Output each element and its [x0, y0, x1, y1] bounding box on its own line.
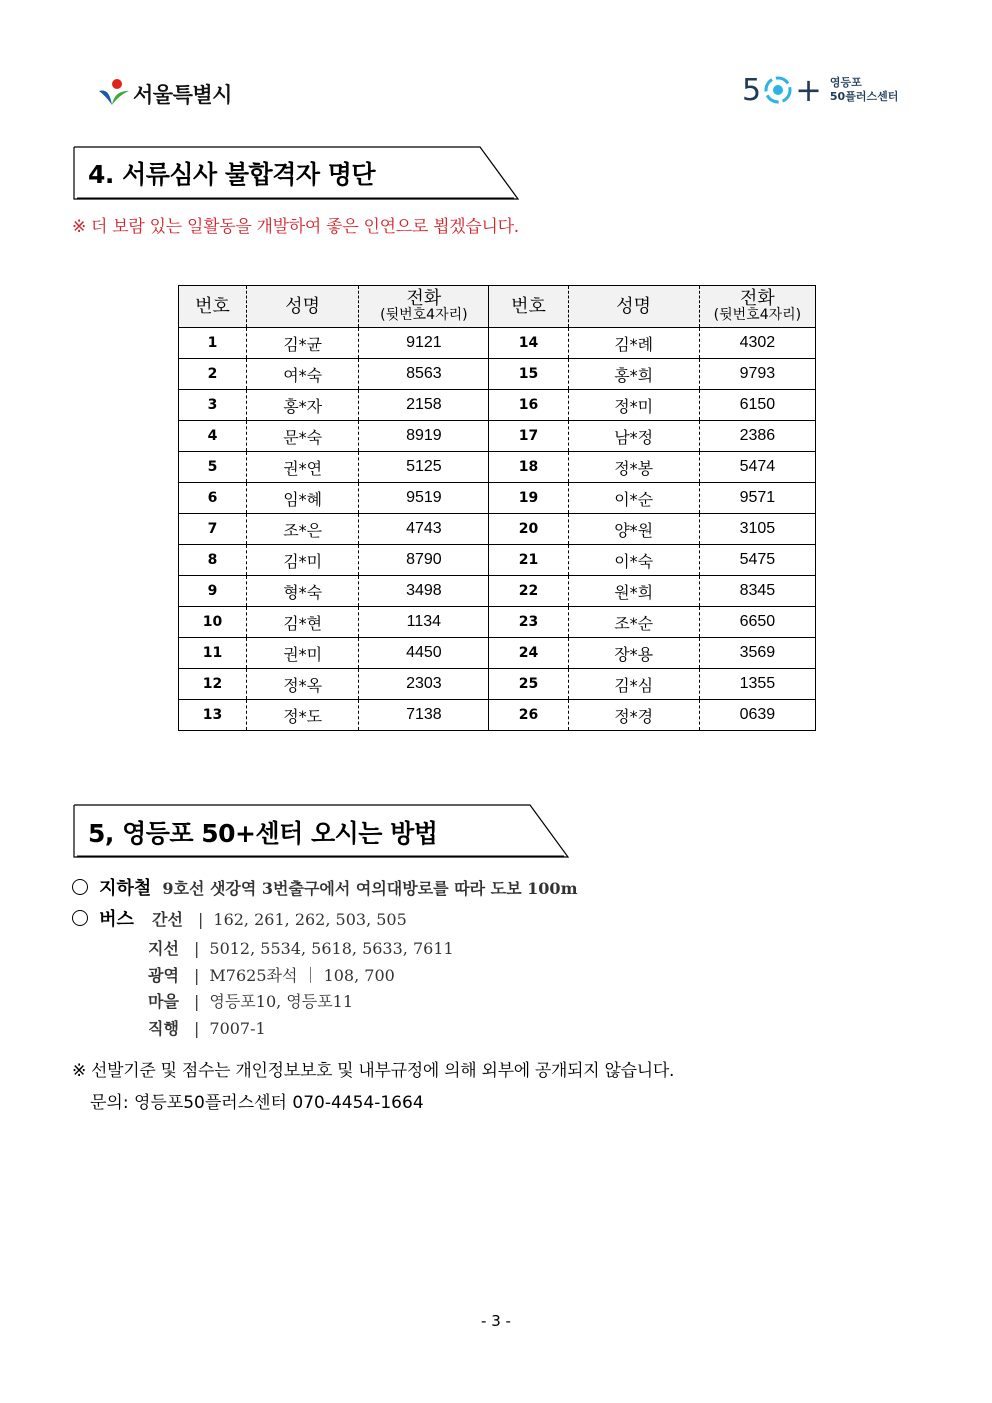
bus-row — [148, 1016, 266, 1039]
section5-header — [72, 803, 572, 859]
header-number: 번호 — [489, 286, 568, 328]
cell-phone: 9571 — [699, 483, 815, 514]
bus-label: 버스 — [99, 909, 134, 930]
fifty-plus-logo — [742, 70, 898, 110]
cell-phone: 0639 — [699, 700, 815, 731]
cell-phone: 3569 — [699, 638, 815, 669]
header-phone — [359, 286, 489, 328]
bus-separator: | — [198, 910, 204, 929]
bus-routes: 영등포10, 영등포11 — [209, 992, 354, 1011]
table-row — [179, 390, 816, 421]
cell-phone: 9519 — [359, 483, 489, 514]
cell-number: 19 — [489, 483, 568, 514]
cell-name: 김*현 — [247, 607, 359, 638]
cell-number: 2 — [179, 359, 247, 390]
bus-line — [72, 905, 134, 931]
cell-phone: 2303 — [359, 669, 489, 700]
cell-name: 권*연 — [247, 452, 359, 483]
table-body — [179, 328, 816, 731]
cell-number: 5 — [179, 452, 247, 483]
logo-text-line2: 50플러스센터 — [829, 90, 899, 103]
table-row — [179, 545, 816, 576]
subway-label: 지하철 — [99, 878, 152, 899]
table-row — [179, 421, 816, 452]
table-row — [179, 669, 816, 700]
cell-name: 김*균 — [247, 328, 359, 359]
table-row — [179, 700, 816, 731]
header-phone-label: 전화 — [740, 288, 775, 309]
bus-separator: | — [194, 939, 200, 958]
cell-name: 형*숙 — [247, 576, 359, 607]
table-row — [179, 607, 816, 638]
cell-phone: 8563 — [359, 359, 489, 390]
header-phone — [699, 286, 815, 328]
bus-row — [148, 989, 353, 1012]
table-row — [179, 638, 816, 669]
table-row — [179, 452, 816, 483]
section4-note: ※ 더 보람 있는 일활동을 개발하여 좋은 인연으로 뵙겠습니다. — [72, 217, 519, 237]
cell-number: 17 — [489, 421, 568, 452]
cell-name: 이*숙 — [568, 545, 699, 576]
section5-title: 5, 영등포 50+센터 오시는 방법 — [88, 819, 438, 848]
cell-phone: 8345 — [699, 576, 815, 607]
cell-name: 임*혜 — [247, 483, 359, 514]
bus-routes: 5012, 5534, 5618, 5633, 7611 — [209, 939, 454, 958]
logo-text-line1: 영등포 — [829, 76, 862, 89]
cell-phone: 8919 — [359, 421, 489, 452]
circle-bullet-icon — [72, 910, 88, 926]
cell-number: 11 — [179, 638, 247, 669]
header-name: 성명 — [568, 286, 699, 328]
cell-phone: 5474 — [699, 452, 815, 483]
bus-row — [152, 907, 407, 930]
cell-phone: 9121 — [359, 328, 489, 359]
cell-number: 16 — [489, 390, 568, 421]
bus-routes: M7625좌석 ｜ 108, 700 — [209, 966, 395, 985]
cell-phone: 2386 — [699, 421, 815, 452]
cell-name: 원*희 — [568, 576, 699, 607]
section4-title: 4. 서류심사 불합격자 명단 — [88, 160, 376, 189]
logo-five: 5 — [742, 72, 762, 108]
logo-text — [830, 76, 898, 104]
cell-phone: 1355 — [699, 669, 815, 700]
bus-type: 직행 — [148, 1019, 179, 1038]
bus-separator: | — [194, 966, 200, 985]
cell-name: 문*숙 — [247, 421, 359, 452]
fifty-plus-ring-icon — [763, 75, 793, 105]
circle-bullet-icon — [72, 879, 88, 895]
subway-line — [72, 874, 578, 900]
bus-separator: | — [194, 992, 200, 1011]
cell-number: 24 — [489, 638, 568, 669]
cell-name: 이*순 — [568, 483, 699, 514]
cell-number: 7 — [179, 514, 247, 545]
cell-phone: 4450 — [359, 638, 489, 669]
seoul-logo-icon — [97, 77, 131, 111]
cell-phone: 2158 — [359, 390, 489, 421]
cell-phone: 9793 — [699, 359, 815, 390]
page-number: - 3 - — [481, 1312, 511, 1330]
cell-phone: 3105 — [699, 514, 815, 545]
table-row — [179, 483, 816, 514]
seoul-logo-text: 서울특별시 — [133, 83, 232, 107]
cell-number: 13 — [179, 700, 247, 731]
privacy-note: ※ 선발기준 및 점수는 개인정보보호 및 내부규정에 의해 외부에 공개되지 않습니다. — [72, 1061, 675, 1081]
cell-name: 정*미 — [568, 390, 699, 421]
table-row — [179, 328, 816, 359]
header-phone-sub: (뒷번호4자리) — [380, 307, 468, 323]
cell-number: 26 — [489, 700, 568, 731]
table-row — [179, 514, 816, 545]
cell-phone: 4302 — [699, 328, 815, 359]
cell-name: 장*용 — [568, 638, 699, 669]
bus-routes: 162, 261, 262, 503, 505 — [213, 910, 407, 929]
cell-name: 조*은 — [247, 514, 359, 545]
header-name: 성명 — [247, 286, 359, 328]
bus-separator: | — [194, 1019, 200, 1038]
table-row — [179, 359, 816, 390]
cell-number: 12 — [179, 669, 247, 700]
cell-name: 정*봉 — [568, 452, 699, 483]
cell-name: 김*심 — [568, 669, 699, 700]
cell-phone: 1134 — [359, 607, 489, 638]
contact-info: 문의: 영등포50플러스센터 070-4454-1664 — [90, 1093, 424, 1113]
seoul-logo — [97, 76, 232, 112]
cell-number: 3 — [179, 390, 247, 421]
cell-number: 9 — [179, 576, 247, 607]
cell-name: 정*경 — [568, 700, 699, 731]
bus-row — [148, 936, 454, 959]
cell-number: 8 — [179, 545, 247, 576]
bus-type: 간선 — [152, 910, 183, 929]
cell-number: 21 — [489, 545, 568, 576]
cell-number: 15 — [489, 359, 568, 390]
cell-name: 양*원 — [568, 514, 699, 545]
cell-name: 홍*자 — [247, 390, 359, 421]
subway-text: 9호선 샛강역 3번출구에서 여의대방로를 따라 도보 100m — [162, 879, 578, 898]
bus-type: 광역 — [148, 966, 179, 985]
cell-number: 1 — [179, 328, 247, 359]
cell-phone: 5125 — [359, 452, 489, 483]
cell-name: 권*미 — [247, 638, 359, 669]
cell-number: 22 — [489, 576, 568, 607]
bus-routes: 7007-1 — [209, 1019, 266, 1038]
bus-row — [148, 963, 395, 986]
cell-name: 홍*희 — [568, 359, 699, 390]
cell-name: 김*례 — [568, 328, 699, 359]
header-phone-sub: (뒷번호4자리) — [713, 307, 802, 323]
header-phone-label: 전화 — [406, 288, 442, 309]
cell-number: 23 — [489, 607, 568, 638]
cell-number: 4 — [179, 421, 247, 452]
cell-name: 여*숙 — [247, 359, 359, 390]
cell-phone: 8790 — [359, 545, 489, 576]
cell-number: 14 — [489, 328, 568, 359]
table-row — [179, 576, 816, 607]
bus-type: 지선 — [148, 939, 179, 958]
cell-number: 18 — [489, 452, 568, 483]
cell-phone: 6650 — [699, 607, 815, 638]
cell-number: 25 — [489, 669, 568, 700]
cell-phone: 4743 — [359, 514, 489, 545]
table-header-row — [179, 286, 816, 328]
cell-phone: 6150 — [699, 390, 815, 421]
section4-header — [72, 145, 520, 201]
bus-type: 마을 — [148, 992, 179, 1011]
cell-number: 10 — [179, 607, 247, 638]
cell-name: 정*옥 — [247, 669, 359, 700]
cell-name: 조*순 — [568, 607, 699, 638]
cell-name: 남*정 — [568, 421, 699, 452]
header-number: 번호 — [179, 286, 247, 328]
cell-phone: 5475 — [699, 545, 815, 576]
cell-name: 정*도 — [247, 700, 359, 731]
cell-number: 6 — [179, 483, 247, 514]
logo-plus: + — [795, 71, 822, 109]
cell-number: 20 — [489, 514, 568, 545]
cell-phone: 7138 — [359, 700, 489, 731]
rejected-applicants-table — [178, 285, 816, 731]
cell-phone: 3498 — [359, 576, 489, 607]
cell-name: 김*미 — [247, 545, 359, 576]
